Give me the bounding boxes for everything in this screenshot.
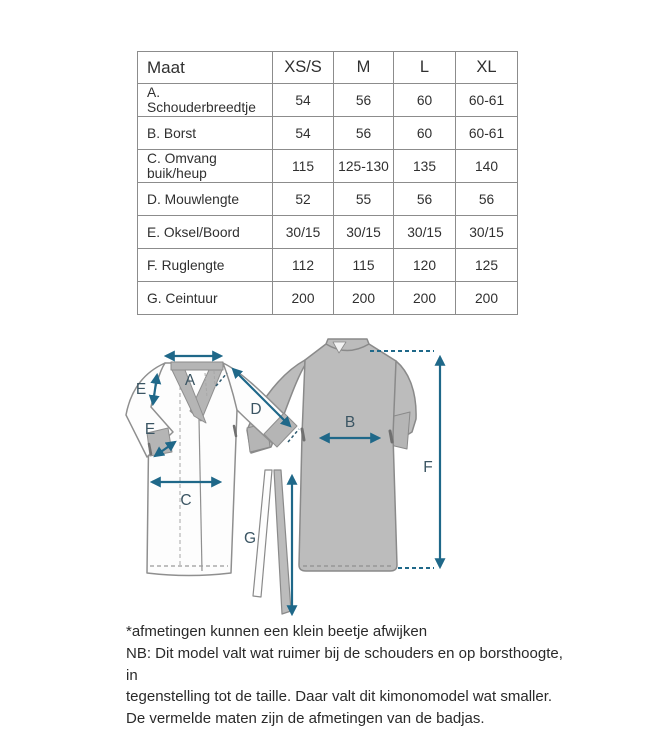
row-label: F. Ruglengte [138,249,273,282]
back-robe-belt-loop-right [390,431,392,442]
belt-illustration [253,470,291,614]
footnote-disclaimer: *afmetingen kunnen een klein beetje afwijken [126,623,428,640]
size-value: 56 [394,183,456,216]
row-label: B. Borst [138,117,273,150]
size-value: 120 [394,249,456,282]
size-value: 52 [273,183,334,216]
size-value: 56 [334,117,394,150]
table-row-g [138,282,518,315]
size-value: 60-61 [456,117,518,150]
column-header-l: L [394,52,456,84]
table-row-e [138,216,518,249]
diagram-label-e-armpit: E [135,381,147,398]
note-nb-line1: NB: Dit model valt wat ruimer bij de schouders en op borsthoogte, in [126,644,563,684]
size-value: 60 [394,117,456,150]
size-value: 54 [273,84,334,117]
size-value: 60 [394,84,456,117]
diagram-label-b: B [344,414,356,431]
size-value: 140 [456,150,518,183]
table-row-d [138,183,518,216]
row-label: A. Schouderbreedtje [138,84,273,117]
size-value: 30/15 [334,216,394,249]
column-header-xl: XL [456,52,518,84]
size-value: 115 [273,150,334,183]
table-row-b [138,117,518,150]
size-value: 112 [273,249,334,282]
diagram-label-d: D [250,401,262,418]
table-row-a [138,84,518,117]
note-nb-line2: tegenstelling tot de taille. Daar valt dit kimonomodel wat smaller. [126,688,553,706]
column-header-maat: Maat [138,52,273,84]
size-value: 135 [394,150,456,183]
belt-strip-right [274,470,291,614]
size-value: 30/15 [456,216,518,249]
back-robe-belt-loop-left [302,429,304,440]
size-value: 200 [456,282,518,315]
size-value: 125 [456,249,518,282]
size-value: 30/15 [394,216,456,249]
size-value: 60-61 [456,84,518,117]
diagram-label-c: C [180,492,192,509]
back-robe-body [299,339,397,571]
measurement-diagram [0,335,650,630]
diagram-label-f: F [423,459,433,476]
note-nb-line3: De vermelde maten zijn de afmetingen van de badjas. [126,710,485,728]
diagram-label-a: A [184,372,196,389]
size-value: 55 [334,183,394,216]
size-value: 200 [273,282,334,315]
notes-block [126,621,566,730]
table-row-c [138,150,518,183]
column-header-xs-s: XS/S [273,52,334,84]
size-value: 30/15 [273,216,334,249]
size-value: 56 [456,183,518,216]
front-robe-collar-band [171,362,223,370]
size-value: 115 [334,249,394,282]
size-value: 200 [394,282,456,315]
row-label: E. Oksel/Boord [138,216,273,249]
table-row-f [138,249,518,282]
size-table [137,51,518,315]
size-value: 200 [334,282,394,315]
table-header-row [138,52,518,84]
size-value: 56 [334,84,394,117]
diagram-label-e-cuff: E [144,421,156,438]
diagram-label-g: G [243,530,257,547]
size-value: 54 [273,117,334,150]
row-label: C. Omvang buik/heup [138,150,273,183]
robe-back-view [247,339,416,571]
row-label: G. Ceintuur [138,282,273,315]
column-header-m: M [334,52,394,84]
row-label: D. Mouwlengte [138,183,273,216]
size-value: 125-130 [334,150,394,183]
